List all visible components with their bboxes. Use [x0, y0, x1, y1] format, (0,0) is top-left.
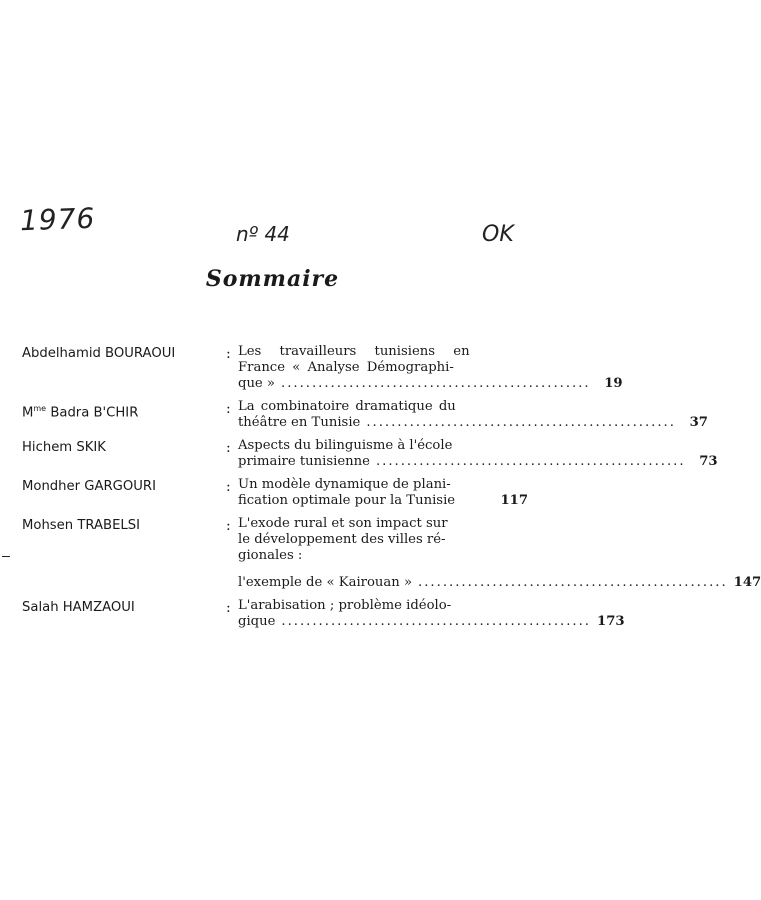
entry-title-line: le développement des villes ré-: [238, 532, 446, 547]
toc-entry: [22, 516, 761, 591]
entry-separator: :: [226, 518, 231, 534]
author-name: Badra B'CHIR: [50, 405, 139, 421]
entry-author: [22, 399, 226, 431]
entry-author: Mondher GARGOURI: [22, 479, 156, 494]
entry-author: Salah HAMZAOUI: [22, 600, 135, 615]
entry-title: [238, 438, 718, 470]
toc-entry: [22, 344, 623, 392]
entry-page-number: 37: [689, 415, 708, 430]
entry-author: Abdelhamid BOURAOUI: [22, 346, 176, 361]
entry-title-line: gionales :: [238, 548, 303, 563]
dot-leader: ..................................................: [366, 415, 676, 430]
handwritten-issue-number: nº 44: [236, 222, 290, 246]
entry-page-number: 147: [733, 575, 761, 590]
entry-title: [238, 516, 761, 591]
entry-title: [238, 598, 625, 630]
entry-title-line: L'exode rural et son impact sur: [238, 516, 448, 531]
entry-title: [238, 477, 528, 509]
toc-entry: [22, 477, 528, 509]
entry-title: [238, 344, 623, 392]
margin-mark: [2, 556, 10, 557]
entry-separator: :: [226, 440, 231, 456]
entry-title-last-line: [238, 376, 623, 392]
entry-title-line: théâtre en Tunisie: [238, 415, 361, 430]
table-of-contents: [22, 344, 761, 637]
handwritten-year: 1976: [19, 201, 96, 238]
entry-page-number: 73: [699, 454, 718, 469]
entry-title-line: L'arabisation ; problème idéolo-: [238, 598, 452, 613]
entry-separator: :: [226, 479, 231, 495]
entry-page-number: 173: [597, 614, 625, 629]
entry-title-line: primaire tunisienne: [238, 454, 370, 469]
entry-separator: :: [226, 346, 231, 362]
entry-title-line: fication optimale pour la Tunisie: [238, 493, 456, 508]
entry-title-last-line: [238, 575, 761, 591]
toc-entry: [22, 598, 625, 630]
entry-title-last-line: [238, 415, 708, 431]
entry-title-line: Les travailleurs tunisiens en: [238, 344, 470, 359]
entry-title-last-line: [238, 493, 528, 509]
entry-title-line: La combinatoire dramatique du: [238, 399, 456, 414]
handwritten-ok: OK: [482, 222, 514, 247]
dot-leader: ..................................................: [281, 614, 592, 629]
entry-title-line: l'exemple de « Kairouan »: [238, 575, 413, 590]
entry-title-line: France « Analyse Démographi-: [238, 360, 454, 375]
entry-separator: :: [226, 401, 231, 417]
entry-page-number: 117: [500, 493, 528, 508]
entry-author: Mohsen TRABELSI: [22, 518, 141, 533]
entry-page-number: 19: [604, 376, 623, 391]
entry-title-last-line: [238, 614, 625, 630]
author-prefix-superscript: me: [33, 404, 47, 413]
dot-leader: ..................................................: [281, 376, 591, 391]
toc-entry: [22, 399, 708, 431]
entry-title-line: gique: [238, 614, 276, 629]
entry-title-line: Aspects du bilinguisme à l'école: [238, 438, 453, 453]
toc-entry: [22, 438, 718, 470]
dot-leader: ..................................................: [375, 454, 686, 469]
entry-separator: :: [226, 600, 231, 616]
page-title: Sommaire: [205, 266, 340, 292]
dot-leader: ..................................................: [418, 575, 728, 590]
entry-title-last-line: [238, 454, 718, 470]
entry-title-line: que »: [238, 376, 275, 391]
entry-author: Hichem SKIK: [22, 440, 106, 455]
author-prefix: M: [22, 405, 34, 421]
entry-title: [238, 399, 708, 431]
entry-title-line: Un modèle dynamique de plani-: [238, 477, 451, 492]
